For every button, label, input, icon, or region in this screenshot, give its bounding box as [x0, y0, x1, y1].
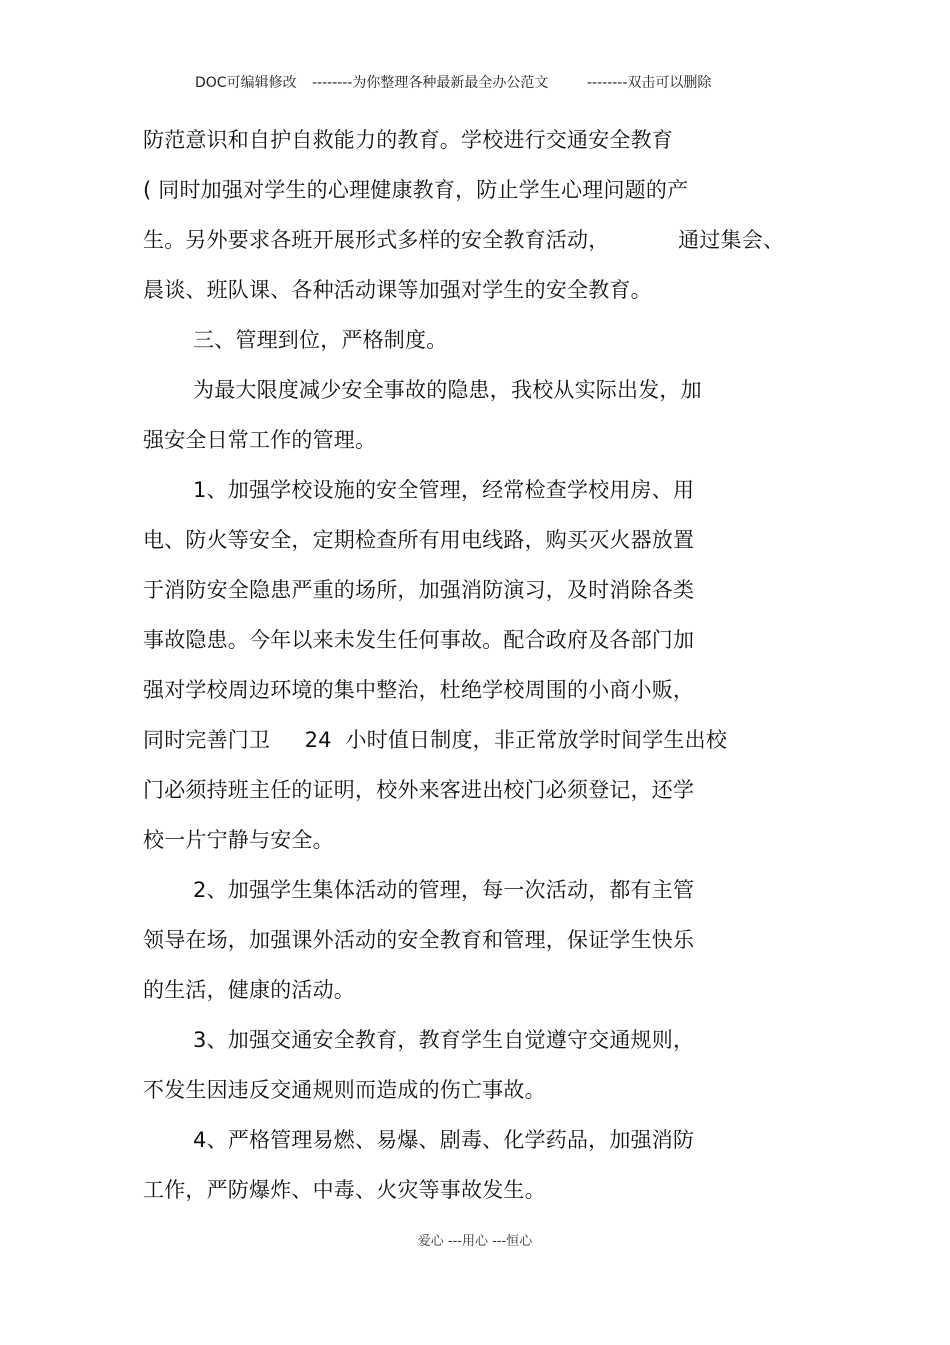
header-doc-label: DOC可编辑修改	[195, 75, 297, 91]
list-item-line: 3、加强交通安全教育，教育学生自觉遵守交通规则，	[193, 1028, 695, 1052]
paragraph-line: 晨谈、班队课、各种活动课等加强对学生的安全教育。	[143, 278, 652, 302]
paragraph-line: 门必须持班主任的证明，校外来客进出校门必须登记，还学	[143, 778, 695, 802]
list-item-line: 4、严格管理易燃、易爆、剧毒、化学药品，加强消防	[193, 1128, 695, 1152]
paragraph-line: ( 同时加强对学生的心理健康教育，防止学生心理问题的产	[143, 178, 689, 202]
paragraph-line: 防范意识和自护自救能力的教育。学校进行交通安全教育	[143, 128, 673, 152]
paragraph-line: 工作，严防爆炸、中毒、火灾等事故发生。	[143, 1178, 546, 1202]
section-heading: 三、管理到位，严格制度。	[193, 328, 448, 352]
paragraph-line: 领导在场，加强课外活动的安全教育和管理，保证学生快乐	[143, 928, 695, 952]
paragraph-line: 强安全日常工作的管理。	[143, 428, 377, 452]
paragraph-line: 不发生因违反交通规则而造成的伤亡事故。	[143, 1078, 546, 1102]
paragraph-line: 的生活，健康的活动。	[143, 978, 355, 1002]
header-delete-hint: --------双击可以删除	[587, 75, 712, 91]
page-header	[0, 72, 950, 94]
list-item-line: 1、加强学校设施的安全管理，经常检查学校用房、用	[193, 478, 695, 502]
paragraph-line: 同时完善门卫 24 小时值日制度，非正常放学时间学生出校	[143, 728, 728, 752]
paragraph-line: 强对学校周边环境的集中整治，杜绝学校周围的小商小贩，	[143, 678, 695, 702]
paragraph-line: 生。另外要求各班开展形式多样的安全教育活动， 通过集会、	[143, 228, 785, 252]
header-tagline: --------为你整理各种最新最全办公范文	[312, 75, 549, 91]
paragraph-line: 于消防安全隐患严重的场所，加强消防演习，及时消除各类	[143, 578, 695, 602]
paragraph-line: 为最大限度减少安全事故的隐患，我校从实际出发，加	[193, 378, 702, 402]
paragraph-line: 电、防火等安全，定期检查所有用电线路，购买灭火器放置	[143, 528, 695, 552]
paragraph-line: 事故隐患。今年以来未发生任何事故。配合政府及各部门加	[143, 628, 695, 652]
page-footer: 爱心 ---用心 ---恒心	[417, 1234, 533, 1249]
paragraph-line: 校一片宁静与安全。	[143, 828, 334, 852]
list-item-line: 2、加强学生集体活动的管理，每一次活动，都有主管	[193, 878, 695, 902]
